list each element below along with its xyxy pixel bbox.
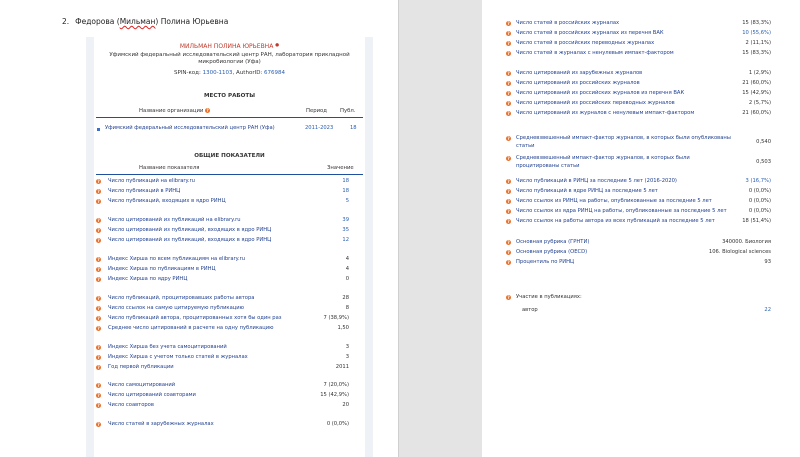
indicator-label[interactable]: Индекс Хирша по публикациям в РИНЦ bbox=[108, 266, 216, 272]
info-icon[interactable]: ? bbox=[97, 393, 100, 398]
indicator-value[interactable]: 35 bbox=[342, 227, 349, 233]
indicator-label[interactable]: Средневзвешенный импакт-фактор журналов, в которых были опубликованы bbox=[516, 135, 731, 141]
info-icon[interactable]: ? bbox=[97, 238, 100, 243]
table-row bbox=[506, 90, 771, 97]
indicator-label[interactable]: Число статей в российских переводных журналах bbox=[516, 40, 655, 46]
document-page-right bbox=[482, 0, 800, 457]
table-row bbox=[96, 276, 361, 283]
indicator-label[interactable]: Число цитирований соавторами bbox=[108, 392, 196, 398]
indicator-label[interactable]: Число ссылок из РИНЦ на работы, опубликованные за последние 5 лет bbox=[516, 198, 712, 204]
indicator-label[interactable]: Число статей в журналах с ненулевым импакт-фактором bbox=[516, 50, 674, 56]
heading-maiden-name: Мильман bbox=[119, 17, 156, 26]
info-icon[interactable]: ? bbox=[97, 365, 100, 370]
table-row bbox=[506, 135, 771, 149]
indicator-value: 0 (0,0%) bbox=[326, 421, 349, 427]
indicator-label[interactable]: Число ссылок из ядра РИНЦ на работы, опубликованные за последние 5 лет bbox=[516, 208, 727, 214]
info-icon[interactable]: ? bbox=[97, 218, 100, 223]
info-icon[interactable]: ? bbox=[97, 189, 100, 194]
indicator-value: 0,540 bbox=[756, 139, 771, 145]
info-icon[interactable]: ? bbox=[507, 189, 510, 194]
indicator-value: 0 (0,0%) bbox=[748, 188, 771, 194]
indicator-label[interactable]: Индекс Хирша по ядру РИНЦ bbox=[108, 276, 188, 282]
participation-title: Участие в публикациях: bbox=[516, 294, 582, 300]
heading-prefix: Федорова ( bbox=[75, 17, 120, 26]
general-indicators-title: ОБЩИЕ ПОКАЗАТЕЛИ bbox=[194, 153, 265, 159]
info-icon[interactable]: ? bbox=[507, 41, 510, 46]
indicator-value: 21 (60,0%) bbox=[742, 80, 771, 86]
indicator-label[interactable]: Число публикаций в РИНЦ за последние 5 лет (2016-2020) bbox=[516, 178, 677, 184]
indicator-value: 2 (5,7%) bbox=[748, 100, 771, 106]
indicator-value: 4 bbox=[345, 266, 349, 272]
indicator-label[interactable]: Число статей в российских журналах bbox=[516, 20, 620, 26]
table-row bbox=[96, 305, 361, 312]
indicator-value: 93 bbox=[764, 259, 771, 265]
profile-affiliation-line-2: микробиологии (Уфа) bbox=[198, 59, 261, 65]
indicator-label-continued[interactable]: процитированы статьи bbox=[516, 163, 580, 169]
table-row bbox=[506, 188, 771, 195]
participation-count[interactable]: 22 bbox=[764, 307, 771, 313]
indicator-value: 340000. Биология bbox=[722, 239, 771, 245]
indicator-label[interactable]: Число публикаций, процитировавших работы автора bbox=[108, 295, 255, 301]
indicator-label[interactable]: Основная рубрика (OECD) bbox=[516, 249, 588, 255]
indicator-value: 18 (51,4%) bbox=[742, 218, 771, 224]
indicator-value[interactable]: 18 bbox=[342, 188, 349, 194]
participation-row bbox=[506, 307, 771, 314]
table-row bbox=[96, 178, 361, 185]
table-row bbox=[96, 344, 361, 351]
indicator-label[interactable]: Число цитирований из публикаций на elibrary.ru bbox=[108, 217, 241, 223]
indicator-label[interactable]: Число цитирований из зарубежных журналов bbox=[516, 70, 643, 76]
indicator-label[interactable]: Индекс Хирша с учетом только статей в журналах bbox=[108, 354, 248, 360]
table-row bbox=[506, 100, 771, 107]
indicator-value: 2011 bbox=[335, 364, 349, 370]
info-icon[interactable]: ? bbox=[507, 219, 510, 224]
indicator-label[interactable]: Число цитирований из публикаций, входящих в ядро РИНЦ bbox=[108, 237, 272, 243]
info-icon[interactable]: ? bbox=[507, 179, 510, 184]
indicator-label[interactable]: Число публикаций, входящих в ядро РИНЦ bbox=[108, 198, 226, 204]
info-icon[interactable]: ? bbox=[97, 306, 100, 311]
profile-name-text: МИЛЬМАН ПОЛИНА ЮРЬЕВНА bbox=[179, 43, 274, 50]
info-icon[interactable]: ? bbox=[507, 101, 510, 106]
workplace-col-org-text: Название организации bbox=[139, 108, 204, 114]
table-row bbox=[96, 315, 361, 322]
info-icon[interactable]: ? bbox=[97, 403, 100, 408]
workplace-row bbox=[105, 125, 360, 132]
table-row bbox=[96, 295, 361, 302]
table-row bbox=[506, 70, 771, 77]
indicator-value: 1,50 bbox=[337, 325, 349, 331]
table-row bbox=[96, 354, 361, 361]
heading-number: 2. bbox=[62, 17, 70, 26]
indicator-label[interactable]: Число цитирований из журналов с ненулевым импакт-фактором bbox=[516, 110, 695, 116]
general-col-value: Значение bbox=[327, 165, 354, 171]
indicator-value: 8 bbox=[345, 305, 349, 311]
table-row bbox=[96, 237, 361, 244]
spin-label: SPIN-код: bbox=[173, 70, 203, 76]
indicator-value: 7 (20,0%) bbox=[323, 382, 349, 388]
workplace-org-link[interactable]: Уфимский федеральный исследовательский центр РАН (Уфа) bbox=[105, 125, 275, 131]
indicator-value: 1 (2,9%) bbox=[748, 70, 771, 76]
workplace-col-pubs: Публ. bbox=[340, 108, 356, 114]
indicator-label[interactable]: Процентиль по РИНЦ bbox=[516, 259, 575, 265]
profile-identifiers bbox=[94, 70, 365, 76]
workplace-pubs[interactable]: 18 bbox=[350, 125, 357, 131]
info-icon[interactable]: ? bbox=[97, 277, 100, 282]
page-gap bbox=[398, 0, 484, 457]
indicator-value: 2 (11,1%) bbox=[745, 40, 771, 46]
info-icon[interactable]: ? bbox=[206, 108, 209, 113]
heading-suffix: ) Полина Юрьевна bbox=[155, 17, 229, 26]
table-row bbox=[506, 259, 771, 266]
info-icon[interactable]: ? bbox=[507, 71, 510, 76]
indicator-value: 7 (38,9%) bbox=[323, 315, 349, 321]
info-icon[interactable]: ? bbox=[507, 91, 510, 96]
info-icon[interactable]: ? bbox=[507, 156, 510, 161]
table-row bbox=[506, 80, 771, 87]
general-col-name: Название показателя bbox=[139, 165, 200, 171]
document-page-left bbox=[0, 0, 398, 457]
info-icon[interactable]: ? bbox=[507, 199, 510, 204]
author-id-label: , AuthorID: bbox=[232, 70, 265, 76]
table-row bbox=[96, 266, 361, 273]
indicator-label[interactable]: Число ссылок на самую цитируемую публикацию bbox=[108, 305, 245, 311]
table-divider bbox=[96, 117, 363, 118]
info-icon[interactable]: ? bbox=[507, 51, 510, 56]
profile-screenshot bbox=[86, 37, 373, 457]
info-icon[interactable]: ? bbox=[507, 21, 510, 26]
table-row bbox=[506, 198, 771, 205]
table-row bbox=[96, 402, 361, 409]
info-icon[interactable]: ? bbox=[97, 422, 100, 427]
info-icon[interactable]: ? bbox=[97, 228, 100, 233]
indicator-value: 28 bbox=[342, 295, 349, 301]
indicator-value: 0 (0,0%) bbox=[748, 198, 771, 204]
indicator-label[interactable]: Число публикаций автора, процитированных хотя бы один раз bbox=[108, 315, 282, 321]
table-row bbox=[96, 256, 361, 263]
table-row bbox=[506, 30, 771, 37]
table-row bbox=[96, 198, 361, 205]
indicator-value: 15 (42,9%) bbox=[742, 90, 771, 96]
indicator-value: 15 (42,9%) bbox=[320, 392, 349, 398]
info-icon[interactable]: ? bbox=[97, 383, 100, 388]
list-bullet-icon bbox=[97, 128, 100, 131]
info-icon[interactable]: ? bbox=[507, 111, 510, 116]
indicator-label[interactable]: Среднее число цитирований в расчете на одну публикацию bbox=[108, 325, 274, 331]
indicator-value[interactable]: 12 bbox=[342, 237, 349, 243]
participation-role: автор bbox=[522, 307, 538, 313]
table-row bbox=[96, 421, 361, 428]
workplace-title: МЕСТО РАБОТЫ bbox=[203, 93, 256, 99]
indicator-value[interactable]: 39 bbox=[342, 217, 349, 223]
indicator-value: 0 (0,0%) bbox=[748, 208, 771, 214]
table-row bbox=[506, 208, 771, 215]
indicator-label[interactable]: Основная рубрика (ГРНТИ) bbox=[516, 239, 590, 245]
author-id-link[interactable]: 676984 bbox=[264, 70, 286, 76]
indicator-label[interactable]: Число самоцитирований bbox=[108, 382, 176, 388]
table-row bbox=[506, 178, 771, 185]
indicator-value: 106. Biological sciences bbox=[708, 249, 771, 255]
table-row bbox=[96, 364, 361, 371]
indicator-value: 0 bbox=[345, 276, 349, 282]
indicator-value: 21 (60,0%) bbox=[742, 110, 771, 116]
indicator-label[interactable]: Число соавторов bbox=[108, 402, 154, 408]
indicator-value: 3 bbox=[345, 354, 349, 360]
indicator-label[interactable]: Число цитирований из российских журналов из перечня ВАК bbox=[516, 90, 685, 96]
indicator-label-continued[interactable]: статьи bbox=[516, 143, 535, 149]
table-row bbox=[96, 382, 361, 389]
author-heading bbox=[62, 17, 228, 26]
info-icon[interactable]: ? bbox=[97, 355, 100, 360]
indicator-label[interactable]: Индекс Хирша по всем публикациям на elibrary.ru bbox=[108, 256, 246, 262]
table-row bbox=[96, 188, 361, 195]
workplace-col-period: Период bbox=[306, 108, 327, 114]
info-icon[interactable]: ? bbox=[97, 267, 100, 272]
info-icon[interactable]: ? bbox=[507, 240, 510, 245]
spin-code-link[interactable]: 1300-1103 bbox=[202, 70, 233, 76]
table-row bbox=[506, 155, 771, 169]
workplace-period[interactable]: 2011-2023 bbox=[305, 125, 334, 131]
table-row bbox=[506, 249, 771, 256]
table-row bbox=[96, 392, 361, 399]
table-row bbox=[506, 239, 771, 246]
info-icon: ● bbox=[275, 43, 280, 48]
info-icon[interactable]: ? bbox=[97, 199, 100, 204]
indicator-label[interactable]: Число статей в российских журналах из перечня ВАК bbox=[516, 30, 664, 36]
indicator-value: 20 bbox=[342, 402, 349, 408]
indicator-label[interactable]: Число публикаций в РИНЦ bbox=[108, 188, 181, 194]
info-icon[interactable]: ? bbox=[97, 179, 100, 184]
table-row bbox=[96, 227, 361, 234]
indicator-value[interactable]: 18 bbox=[342, 178, 349, 184]
info-icon[interactable]: ? bbox=[97, 257, 100, 262]
workplace-col-org bbox=[139, 108, 210, 114]
indicator-label[interactable]: Число публикаций в ядре РИНЦ за последние 5 лет bbox=[516, 188, 658, 194]
info-icon[interactable]: ? bbox=[97, 326, 100, 331]
indicator-label[interactable]: Число ссылок на работы автора из всех публикаций за последние 5 лет bbox=[516, 218, 715, 224]
table-row bbox=[96, 217, 361, 224]
table-row bbox=[506, 218, 771, 225]
info-icon[interactable]: ? bbox=[507, 31, 510, 36]
info-icon[interactable]: ? bbox=[97, 296, 100, 301]
indicator-value[interactable]: 3 (16,7%) bbox=[745, 178, 771, 184]
indicator-label[interactable]: Число цитирований из российских журналов bbox=[516, 80, 640, 86]
info-icon[interactable]: ? bbox=[97, 316, 100, 321]
indicator-value[interactable]: 5 bbox=[345, 198, 349, 204]
indicator-value: 15 (83,3%) bbox=[742, 50, 771, 56]
profile-affiliation-line-1: Уфимский федеральный исследовательский центр РАН, лаборатория прикладной bbox=[109, 52, 350, 58]
profile-name bbox=[94, 43, 365, 50]
table-row bbox=[96, 325, 361, 332]
indicator-label[interactable]: Средневзвешенный импакт-фактор журналов, в которых были bbox=[516, 155, 690, 161]
indicator-value[interactable]: 10 (55,6%) bbox=[742, 30, 771, 36]
info-icon[interactable]: ? bbox=[507, 250, 510, 255]
indicator-value: 4 bbox=[345, 256, 349, 262]
indicator-label[interactable]: Число цитирований из публикаций, входящих в ядро РИНЦ bbox=[108, 227, 272, 233]
info-icon[interactable]: ? bbox=[507, 209, 510, 214]
info-icon[interactable]: ? bbox=[507, 136, 510, 141]
info-icon[interactable]: ? bbox=[507, 260, 510, 265]
table-row bbox=[506, 20, 771, 27]
indicator-label[interactable]: Индекс Хирша без учета самоцитирований bbox=[108, 344, 227, 350]
info-icon[interactable]: ? bbox=[507, 295, 510, 300]
table-divider bbox=[96, 174, 363, 175]
indicator-value: 3 bbox=[345, 344, 349, 350]
indicator-label[interactable]: Число статей в зарубежных журналах bbox=[108, 421, 214, 427]
table-row bbox=[506, 40, 771, 47]
table-row bbox=[506, 50, 771, 57]
info-icon[interactable]: ? bbox=[507, 81, 510, 86]
indicator-value: 15 (83,3%) bbox=[742, 20, 771, 26]
profile-card bbox=[94, 37, 365, 457]
indicator-label[interactable]: Год первой публикации bbox=[108, 364, 174, 370]
info-icon[interactable]: ? bbox=[97, 345, 100, 350]
indicator-value: 0,503 bbox=[756, 159, 771, 165]
participation-header bbox=[506, 294, 771, 301]
indicator-label[interactable]: Число публикаций на elibrary.ru bbox=[108, 178, 195, 184]
indicator-label[interactable]: Число цитирований из российских переводных журналов bbox=[516, 100, 675, 106]
table-row bbox=[506, 110, 771, 117]
